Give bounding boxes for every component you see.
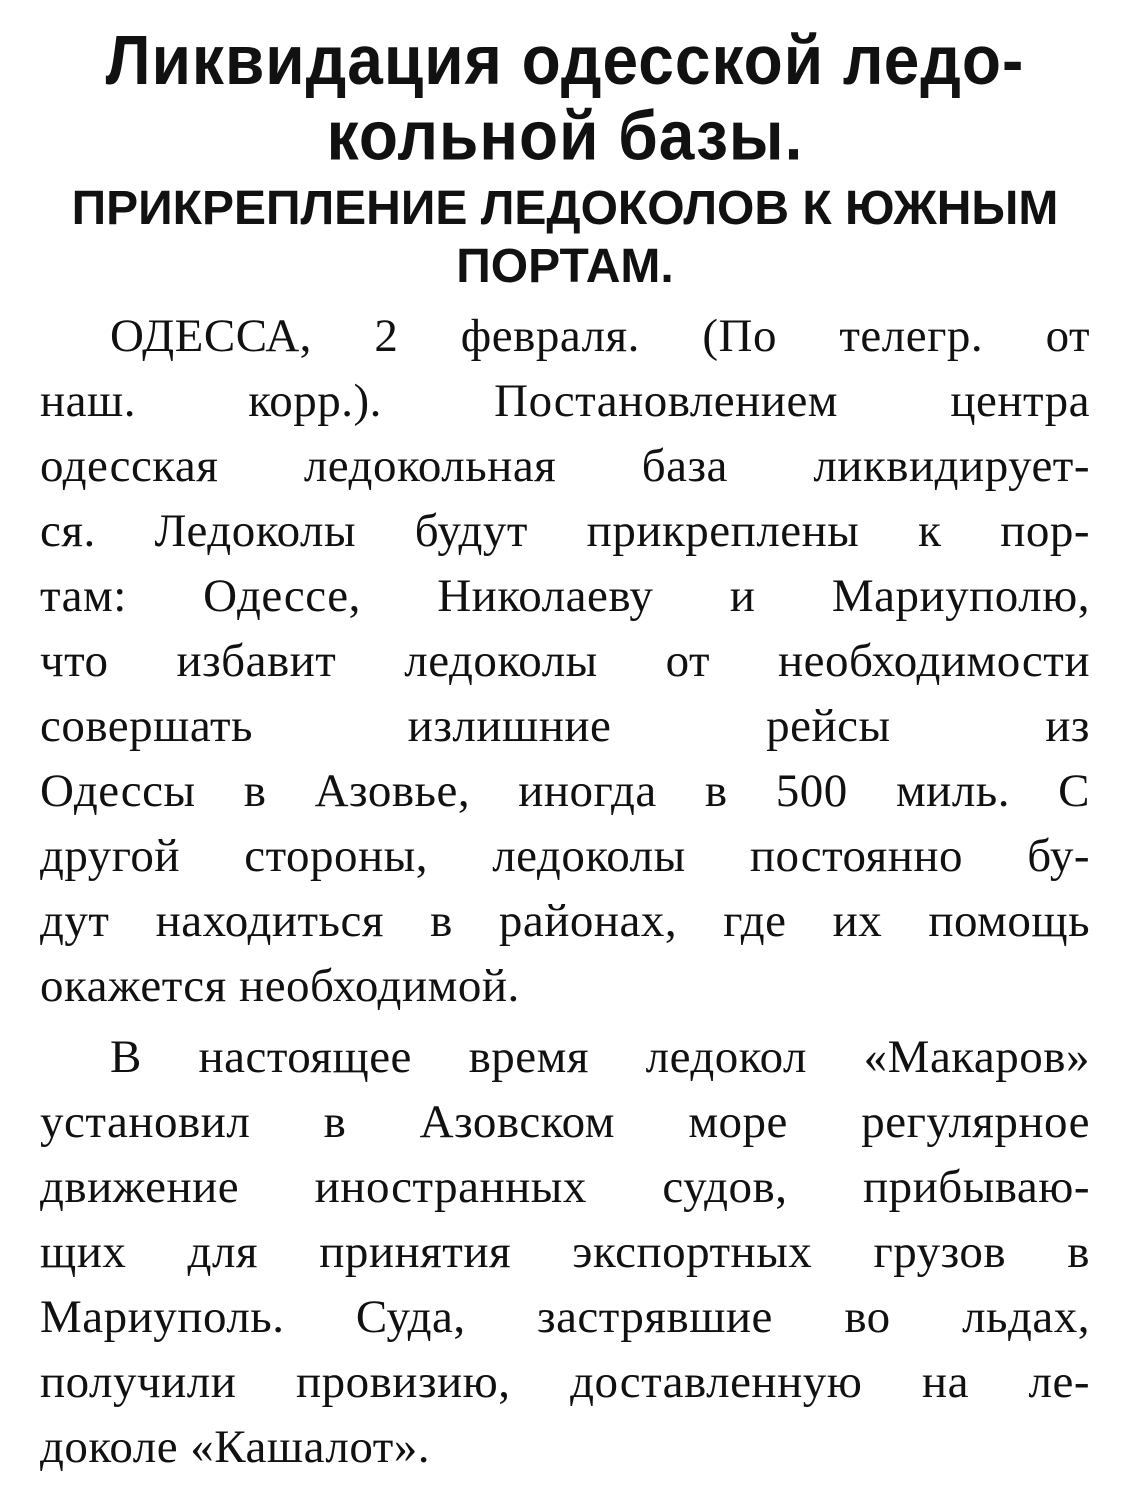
text-line: другой стороны, ледоколы постоянно бу- [40, 830, 1090, 882]
text-line: щих для принятия экспортных грузов в [40, 1226, 1090, 1278]
text-line: В настоящее время ледокол «Макаров» [110, 1031, 1090, 1083]
headline-subtitle [40, 180, 1090, 296]
text-line: там: Одессе, Николаеву и Мариуполю, [40, 570, 1090, 622]
headline-sub-line-2: ПОРТАМ. [456, 240, 674, 293]
news-article [40, 21, 1090, 1480]
headline-sub-line-1: ПРИКРЕПЛЕНИЕ ЛЕДОКОЛОВ К ЮЖНЫМ [71, 182, 1059, 235]
text-line: установил в Азовском море регулярное [40, 1096, 1090, 1148]
text-line: совершать излишние рейсы из [40, 700, 1090, 752]
text-line: получили провизию, доставленную на ле- [40, 1356, 1090, 1408]
paragraph-1 [40, 304, 1090, 1019]
text-line: Одессы в Азовье, иногда в 500 миль. С [40, 765, 1090, 817]
headline-main-line-2: кольной базы. [326, 96, 804, 175]
text-line: дут находиться в районах, где их помощь [40, 895, 1090, 947]
text-line: наш. корр.). Постановлением центра [40, 375, 1090, 427]
text-line: ся. Ледоколы будут прикреплены к пор- [40, 505, 1090, 557]
text-line: Мариуполь. Суда, застрявшие во льдах, [40, 1291, 1090, 1343]
headline-main-line-1: Ликвидация одесской ледо- [105, 21, 1025, 100]
text-line: доколе «Кашалот». [40, 1421, 430, 1473]
text-line: что избавит ледоколы от необходимости [40, 635, 1090, 687]
text-line: окажется необходимой. [40, 960, 520, 1012]
text-line: ОДЕССА, 2 февраля. (По телегр. от [110, 310, 1090, 362]
text-line: движение иностранных судов, прибываю- [40, 1161, 1090, 1213]
paragraph-2 [40, 1025, 1090, 1480]
text-line: одесская ледокольная база ликвидирует- [40, 440, 1090, 492]
headline-main [40, 22, 1090, 173]
